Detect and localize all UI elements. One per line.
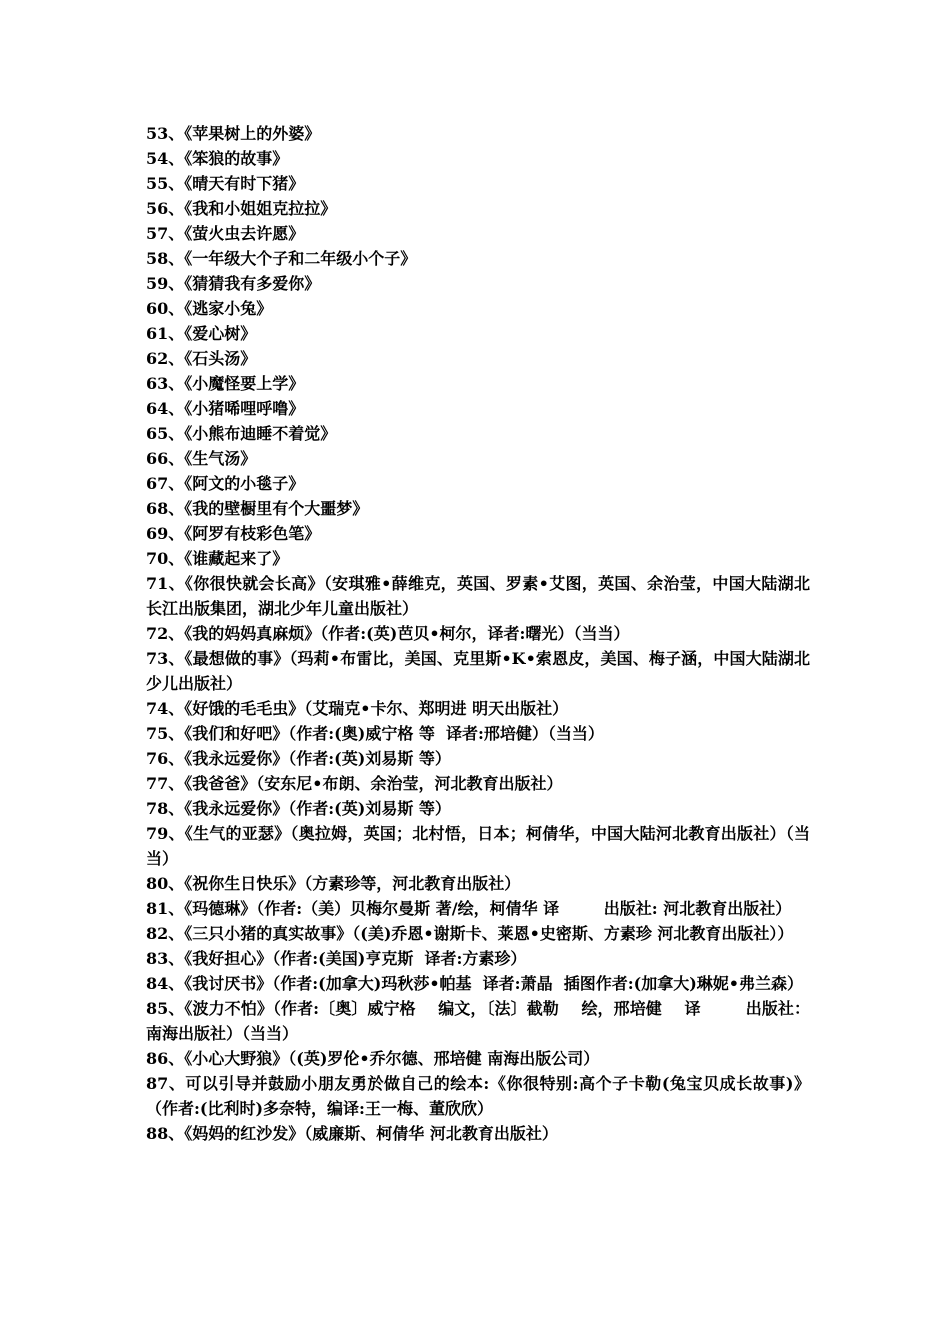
- list-item: 86、《小心大野狼》（(英)罗伦•乔尔德、邢培健 南海出版公司）: [146, 1049, 600, 1068]
- list-item: 81、《玛德琳》（作者:（美）贝梅尔曼斯 著/绘，柯倩华 译 出版社: 河北教育出版社）: [146, 899, 792, 918]
- list-item: 83、《我好担心》（作者:(美国)亨克斯 译者:方素珍）: [146, 949, 527, 968]
- list-item: 70、《谁藏起来了》: [146, 549, 289, 568]
- list-item: 61、《爱心树》: [146, 324, 257, 343]
- list-item: 60、《逃家小兔》: [146, 299, 273, 318]
- list-item: 88、《妈妈的红沙发》（威廉斯、柯倩华 河北教育出版社）: [146, 1124, 558, 1143]
- list-item: 58、《一年级大个子和二年级小个子》: [146, 249, 417, 268]
- list-item: 66、《生气汤》: [146, 449, 257, 468]
- list-item: 69、《阿罗有枝彩色笔》: [146, 524, 321, 543]
- list-item: 80、《祝你生日快乐》（方素珍等，河北教育出版社）: [146, 874, 521, 893]
- list-item: 59、《猜猜我有多爱你》: [146, 274, 321, 293]
- list-item: 78、《我永远爱你》（作者:(英)刘易斯 等）: [146, 799, 451, 818]
- list-item: 65、《小熊布迪睡不着觉》: [146, 424, 337, 443]
- list-item: 77、《我爸爸》（安东尼•布朗、余治莹，河北教育出版社）: [146, 774, 563, 793]
- list-item: 85、《波力不怕》（作者:〔奥〕威宁格 编文，〔法〕截勒 绘，邢培健 译 出版社：南海出版社）（当当）: [146, 999, 810, 1043]
- list-item: 74、《好饿的毛毛虫》（艾瑞克•卡尔、郑明进 明天出版社）: [146, 699, 569, 718]
- list-item: 71、《你很快就会长高》（安琪雅•薛维克，英国、罗素•艾图，英国、余治莹，中国大陆湖北长江出版集团，湖北少年儿童出版社）: [146, 574, 810, 618]
- list-item: 79、《生气的亚瑟》（奥拉姆，英国；北村悟，日本；柯倩华，中国大陆河北教育出版社）（当当）: [146, 824, 810, 868]
- list-item: 87、可以引导并鼓励小朋友勇於做自己的绘本:《你很特别:高个子卡勒(兔宝贝成长故事)》（作者:(比利时)多奈特，编译:王一梅、董欣欣）: [146, 1074, 810, 1118]
- list-item: 55、《晴天有时下猪》: [146, 174, 305, 193]
- list-item: 76、《我永远爱你》（作者:(英)刘易斯 等）: [146, 749, 451, 768]
- list-item: 54、《笨狼的故事》: [146, 149, 289, 168]
- list-item: 62、《石头汤》: [146, 349, 257, 368]
- list-item: 63、《小魔怪要上学》: [146, 374, 305, 393]
- list-item: 56、《我和小姐姐克拉拉》: [146, 199, 337, 218]
- list-item: 64、《小猪唏哩呼噜》: [146, 399, 305, 418]
- list-item: 53、《苹果树上的外婆》: [146, 124, 321, 143]
- list-item: 72、《我的妈妈真麻烦》（作者:(英)芭贝•柯尔，译者:曙光）（当当）: [146, 624, 630, 643]
- list-item: 84、《我讨厌书》（作者:(加拿大)玛秋莎•帕基 译者:萧晶 插图作者:(加拿大)琳妮•弗兰森）: [146, 974, 804, 993]
- list-item: 73、《最想做的事》（玛莉•布雷比，美国、克里斯•K•索恩皮，美国、梅子涵，中国大陆湖北少儿出版社）: [146, 649, 810, 693]
- list-item: 57、《萤火虫去许愿》: [146, 224, 305, 243]
- list-item: 75、《我们和好吧》（作者:(奥)威宁格 等 译者:邢培健）（当当）: [146, 724, 604, 743]
- list-item: 67、《阿文的小毯子》: [146, 474, 305, 493]
- list-item: 82、《三只小猪的真实故事》（(美)乔恩•谢斯卡、莱恩•史密斯、方素珍 河北教育出版社））: [146, 924, 794, 943]
- list-item: 68、《我的壁橱里有个大噩梦》: [146, 499, 369, 518]
- book-list: [146, 121, 810, 1146]
